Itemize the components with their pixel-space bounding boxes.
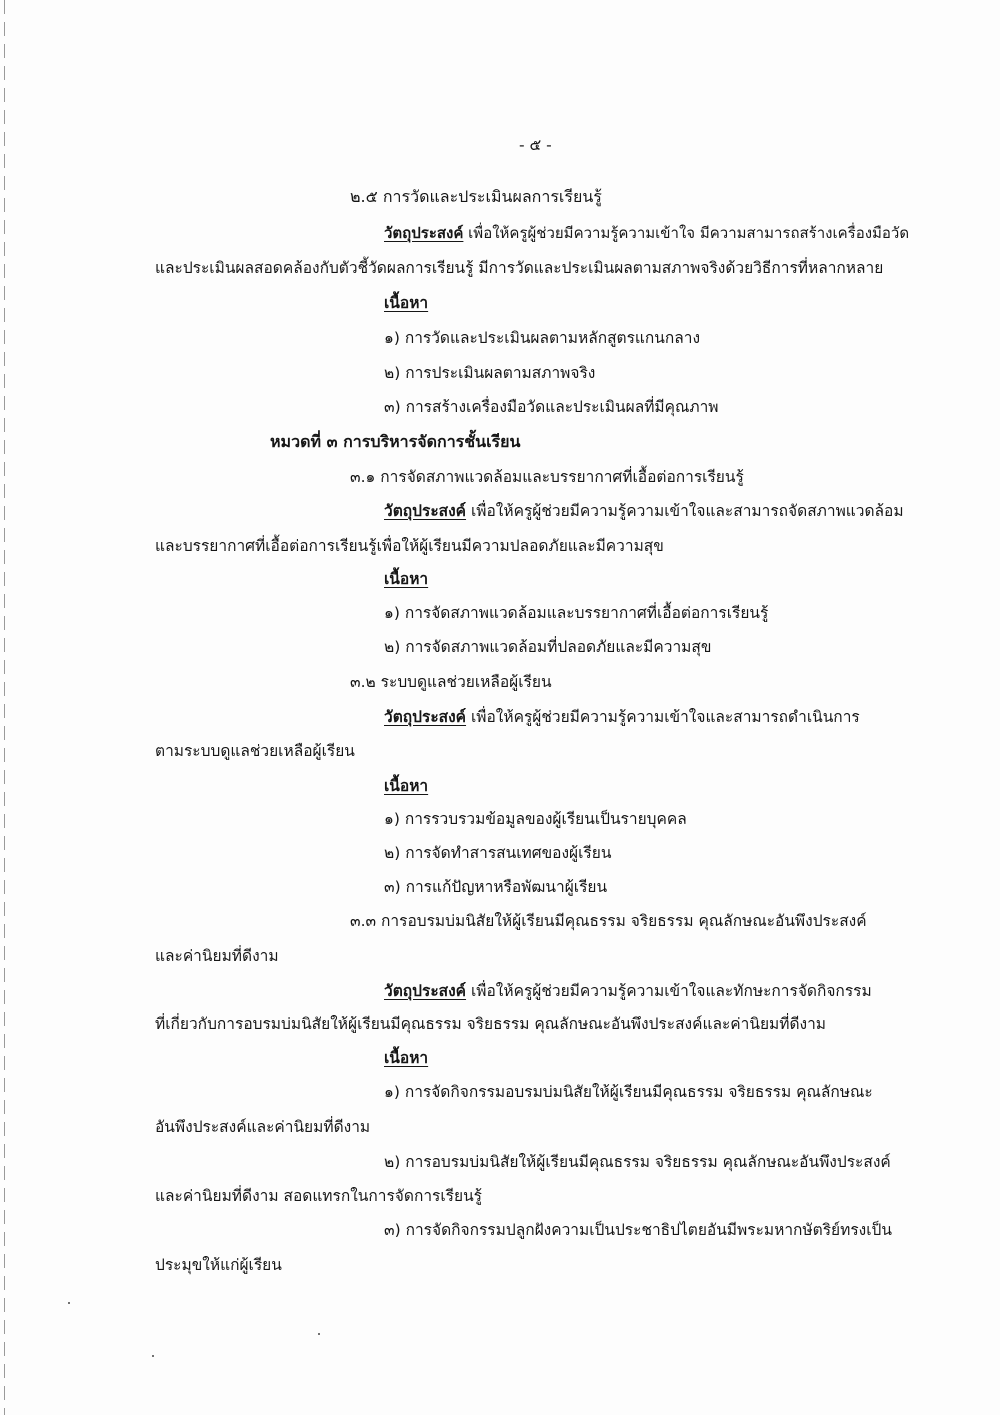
section-3-1-title: ๓.๑ การจัดสภาพแวดล้อมและบรรยากาศที่เอื้อต่อการเรียนรู้ [350,468,744,486]
section-2-5-title: ๒.๕ การวัดและประเมินผลการเรียนรู้ [350,187,602,206]
objective-text: เพื่อให้ครูผู้ช่วยมีความรู้ความเข้าใจและสามารถจัดสภาพแวดล้อม [466,502,904,520]
objective-label: วัตถุประสงค์ [384,502,467,520]
content-label: เนื้อหา [384,777,429,795]
section-3-2-title: ๓.๒ ระบบดูแลช่วยเหลือผู้เรียน [350,673,552,691]
objective-label: วัตถุประสงค์ [384,224,464,242]
page-number: - ๕ - [519,136,552,154]
list-item: ๑) การรวบรวมข้อมูลของผู้เรียนเป็นรายบุคคล [384,810,687,828]
content-label: เนื้อหา [384,570,429,588]
list-item: ๑) การวัดและประเมินผลตามหลักสูตรแกนกลาง [384,329,701,347]
objective-label: วัตถุประสงค์ [384,982,467,1000]
section-3-1-objective [384,499,904,523]
section-3-3-objective [384,979,872,1003]
list-item-cont: ประมุขให้แก่ผู้เรียน [155,1256,282,1274]
section-2-5-objective-cont: และประเมินผลสอดคล้องกับตัวชี้วัดผลการเรียนรู้ มีการวัดและประเมินผลตามสภาพจริงด้วยวิธีการที่หลากหลาย [155,259,884,277]
section-3-2-objective [384,705,860,729]
list-item: ๑) การจัดสภาพแวดล้อมและบรรยากาศที่เอื้อต่อการเรียนรู้ [384,604,769,622]
category-3-title: หมวดที่ ๓ การบริหารจัดการชั้นเรียน [270,432,521,451]
content-label: เนื้อหา [384,294,429,312]
section-3-3-objective-cont: ที่เกี่ยวกับการอบรมบ่มนิสัยให้ผู้เรียนมีคุณธรรม จริยธรรม คุณลักษณะอันพึงประสงค์และค่านิยมที่ดีงาม [155,1015,827,1033]
list-item-cont: และค่านิยมที่ดีงาม สอดแทรกในการจัดการเรียนรู้ [155,1187,482,1205]
section-2-5-objective [384,221,909,245]
section-3-3-title: ๓.๓ การอบรมบ่มนิสัยให้ผู้เรียนมีคุณธรรม จริยธรรม คุณลักษณะอันพึงประสงค์ [350,912,867,930]
list-item: ๒) การอบรมบ่มนิสัยให้ผู้เรียนมีคุณธรรม จริยธรรม คุณลักษณะอันพึงประสงค์ [384,1153,891,1171]
scan-speck [318,1333,320,1335]
list-item: ๒) การจัดสภาพแวดล้อมที่ปลอดภัยและมีความสุข [384,638,712,656]
section-3-1-objective-cont: และบรรยากาศที่เอื้อต่อการเรียนรู้เพื่อให้ผู้เรียนมีความปลอดภัยและมีความสุข [155,537,664,555]
objective-text: เพื่อให้ครูผู้ช่วยมีความรู้ความเข้าใจและทักษะการจัดกิจกรรม [466,982,872,1000]
list-item: ๓) การแก้ปัญหาหรือพัฒนาผู้เรียน [384,878,608,896]
objective-label: วัตถุประสงค์ [384,708,467,726]
content-label: เนื้อหา [384,1049,429,1067]
objective-text: เพื่อให้ครูผู้ช่วยมีความรู้ความเข้าใจ มีความสามารถสร้างเครื่องมือวัด [463,224,910,242]
scan-speck [68,1302,70,1304]
objective-text: เพื่อให้ครูผู้ช่วยมีความรู้ความเข้าใจและสามารถดำเนินการ [466,708,860,726]
section-3-2-objective-cont: ตามระบบดูแลช่วยเหลือผู้เรียน [155,742,355,760]
list-item: ๒) การประเมินผลตามสภาพจริง [384,364,596,382]
scan-edge-line [4,0,5,1415]
section-3-3-title-cont: และค่านิยมที่ดีงาม [155,947,279,965]
list-item-cont: อันพึงประสงค์และค่านิยมที่ดีงาม [155,1118,371,1136]
list-item: ๓) การสร้างเครื่องมือวัดและประเมินผลที่มีคุณภาพ [384,398,719,416]
list-item: ๓) การจัดกิจกรรมปลูกฝังความเป็นประชาธิปไตยอันมีพระมหากษัตริย์ทรงเป็น [384,1221,892,1239]
scan-speck [152,1355,154,1357]
list-item: ๑) การจัดกิจกรรมอบรมบ่มนิสัยให้ผู้เรียนมีคุณธรรม จริยธรรม คุณลักษณะ [384,1083,873,1101]
list-item: ๒) การจัดทำสารสนเทศของผู้เรียน [384,844,612,862]
